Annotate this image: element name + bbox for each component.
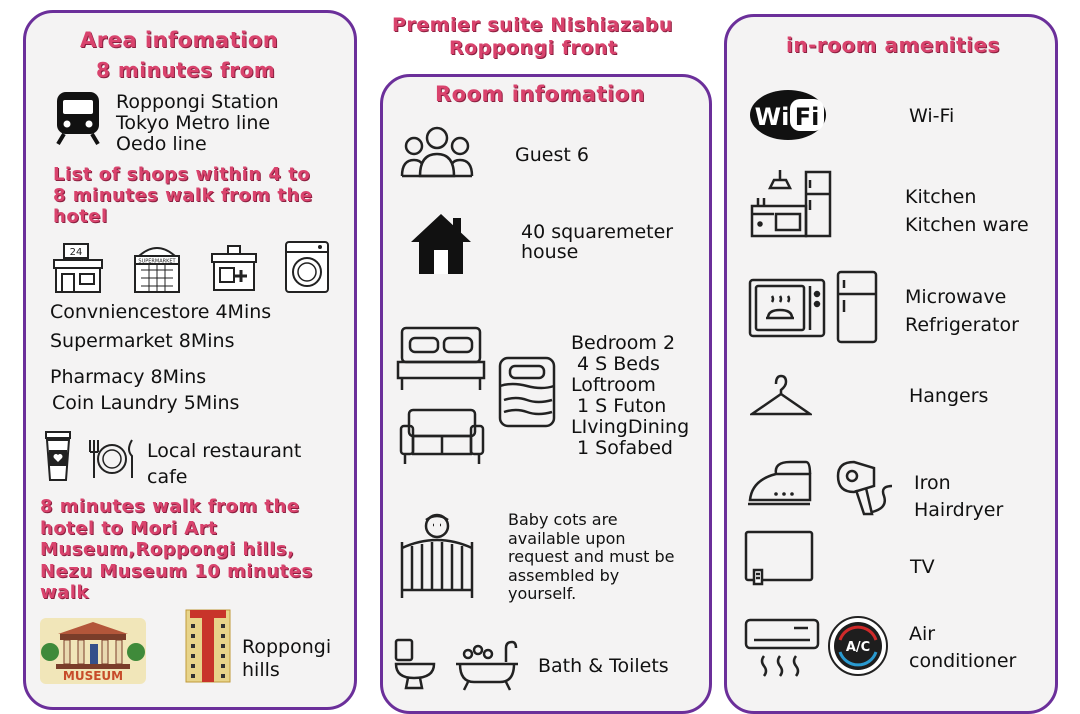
- hanger-icon: [750, 374, 812, 418]
- iron-line-2: Hairdryer: [914, 499, 1004, 521]
- station-line-2: Tokyo Metro line: [116, 112, 271, 134]
- museum-text-5: walk: [40, 582, 89, 603]
- restaurant-line-1: Local restaurant: [147, 440, 302, 462]
- baby-text-1: Baby cots are: [508, 510, 618, 529]
- beds-line-1: Bedroom 2: [571, 332, 676, 354]
- beds-line-4: 1 S Futon: [571, 395, 667, 417]
- baby-cot-icon: [400, 512, 474, 600]
- kitchen-icon: [750, 168, 834, 238]
- guests-icon: [400, 124, 474, 184]
- ac-line-1: Air: [909, 623, 936, 645]
- museum-text-2: hotel to Mori Art: [40, 517, 218, 539]
- sofa-icon: [399, 408, 485, 466]
- appliances-line-2: Refrigerator: [905, 314, 1019, 336]
- museum-text-1: 8 minutes walk from the: [40, 496, 300, 517]
- kitchen-line-2: Kitchen ware: [905, 214, 1029, 236]
- coffee-cup-icon: [42, 428, 74, 482]
- coin-laundry-icon: [284, 240, 330, 294]
- amenities-heading: in-room amenities: [786, 33, 1000, 57]
- air-conditioner-icon: [744, 618, 820, 680]
- museum-text-4: Nezu Museum 10 minutes: [40, 560, 313, 582]
- baby-text-5: yourself.: [508, 584, 577, 603]
- supermarket-sign: SUPERMARKET: [138, 258, 176, 265]
- ac-line-2: conditioner: [909, 650, 1017, 672]
- train-icon: [54, 90, 102, 146]
- baby-text-2: available upon: [508, 528, 626, 548]
- page-title-line2: Roppongi front: [449, 37, 618, 59]
- kitchen-line-1: Kitchen: [905, 186, 977, 208]
- museum-icon-label: MUSEUM: [62, 669, 124, 683]
- pharmacy-icon: [210, 244, 258, 292]
- baby-text-4: assembled by: [508, 565, 620, 585]
- microwave-icon: [748, 278, 826, 338]
- shop-pharmacy: Pharmacy 8Mins: [50, 366, 207, 388]
- futon-icon: [498, 356, 556, 428]
- shops-heading-3: hotel: [53, 206, 108, 227]
- page-title-line1: Premier suite Nishiazabu: [392, 14, 673, 36]
- beds-line-6: 1 Sofabed: [571, 437, 673, 459]
- plate-cutlery-icon: [86, 436, 138, 480]
- shop-coin-laundry: Coin Laundry 5Mins: [52, 392, 240, 414]
- area-info-subheading: 8 minutes from: [96, 58, 276, 82]
- shop-convenience: Convniencestore 4Mins: [50, 301, 272, 323]
- refrigerator-icon: [836, 270, 878, 344]
- toilet-icon: [394, 638, 438, 690]
- house-icon: [409, 212, 473, 276]
- wifi-label: Wi-Fi: [909, 105, 955, 127]
- hairdryer-icon: [832, 456, 902, 520]
- station-line-1: Roppongi Station: [116, 91, 279, 113]
- area-info-heading: Area infomation: [80, 28, 279, 52]
- museum-icon: [40, 618, 146, 684]
- bathtub-icon: [454, 640, 520, 692]
- ac-logo-label: A/C: [845, 640, 871, 655]
- hills-line-1: Roppongi: [242, 636, 332, 658]
- station-line-3: Oedo line: [116, 133, 207, 155]
- restaurant-line-2: cafe: [147, 466, 188, 488]
- double-bed-icon: [396, 326, 486, 392]
- shops-heading-2: 8 minutes walk from the: [53, 185, 313, 206]
- size-line-2: house: [521, 241, 579, 263]
- shops-heading-1: List of shops within 4 to: [53, 164, 311, 185]
- beds-line-2: 4 S Beds: [571, 353, 660, 375]
- hangers-label: Hangers: [909, 385, 989, 407]
- tv-icon: [744, 530, 814, 588]
- ac-remote-icon: [828, 616, 888, 676]
- beds-line-5: LIvingDining: [571, 416, 690, 438]
- size-line-1: 40 squaremeter: [521, 221, 674, 243]
- convenience-store-badge: 24: [69, 247, 83, 258]
- bath-label: Bath & Toilets: [538, 655, 669, 677]
- museum-text-3: Museum,Roppongi hills,: [40, 539, 295, 560]
- beds-line-3: Loftroom: [571, 374, 656, 396]
- wifi-logo-wi: Wi: [754, 103, 790, 131]
- supermarket-icon: [131, 242, 183, 294]
- iron-icon: [746, 454, 814, 506]
- iron-line-1: Iron: [914, 472, 951, 494]
- tv-label: TV: [910, 556, 935, 578]
- shop-supermarket: Supermarket 8Mins: [50, 330, 235, 352]
- baby-text-3: request and must be: [508, 547, 675, 566]
- wifi-icon: [748, 88, 828, 142]
- convenience-store-icon: [52, 242, 104, 294]
- wifi-logo-fi: Fi: [794, 103, 820, 131]
- hills-line-2: hills: [242, 659, 280, 681]
- guest-count: Guest 6: [515, 144, 589, 166]
- appliances-line-1: Microwave: [905, 286, 1007, 308]
- room-info-heading: Room infomation: [435, 82, 646, 106]
- roppongi-hills-tower-icon: [184, 608, 232, 684]
